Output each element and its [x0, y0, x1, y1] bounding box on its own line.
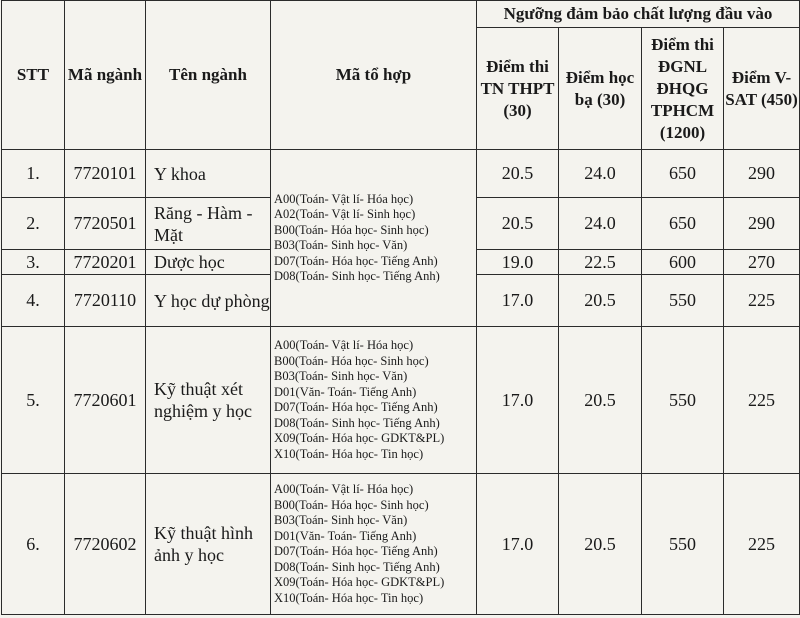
row-stt: 2. — [2, 198, 65, 250]
header-vsat: Điểm V-SAT (450) — [724, 28, 800, 150]
row-hocba: 22.5 — [559, 250, 642, 275]
combo-item: B00(Toán- Hóa học- Sinh học) — [274, 497, 429, 512]
row-vsat: 290 — [724, 150, 800, 198]
row-dgnl: 550 — [642, 327, 724, 474]
table-row — [2, 150, 800, 198]
combo-item: A00(Toán- Vật lí- Hóa học) — [274, 191, 414, 206]
header-stt: STT — [2, 1, 65, 150]
row-thpt: 20.5 — [477, 198, 559, 250]
admission-threshold-table — [1, 0, 800, 615]
combo-item: B00(Toán- Hóa học- Sinh học) — [274, 222, 429, 237]
row-name: Y khoa — [146, 150, 271, 198]
row-stt: 6. — [2, 474, 65, 615]
combo-item: X09(Toán- Hóa học- GDKT&PL) — [274, 431, 445, 445]
row-thpt: 20.5 — [477, 150, 559, 198]
combo-item: B03(Toán- Sinh học- Văn) — [274, 369, 408, 383]
combo-item: A02(Toán- Vật lí- Sinh học) — [274, 207, 416, 221]
combo-item: D08(Toán- Sinh học- Tiếng Anh) — [274, 269, 440, 283]
row-dgnl: 600 — [642, 250, 724, 275]
combo-item: D08(Toán- Sinh học- Tiếng Anh) — [274, 559, 440, 574]
row-name: Y học dự phòng — [146, 275, 271, 327]
row-hocba: 24.0 — [559, 150, 642, 198]
combo-item: D07(Toán- Hóa học- Tiếng Anh) — [274, 400, 438, 414]
row-stt: 5. — [2, 327, 65, 474]
row-hocba: 20.5 — [559, 275, 642, 327]
row-thpt: 17.0 — [477, 474, 559, 615]
combo-item: D01(Văn- Toán- Tiếng Anh) — [274, 528, 417, 543]
row-hocba: 20.5 — [559, 474, 642, 615]
combo-item: X09(Toán- Hóa học- GDKT&PL) — [274, 575, 445, 589]
combo-item: B03(Toán- Sinh học- Văn) — [274, 238, 408, 252]
row-vsat: 290 — [724, 198, 800, 250]
row-code: 7720602 — [65, 474, 146, 615]
combo-item: X10(Toán- Hóa học- Tin học) — [274, 590, 424, 605]
combo-list-row6 — [271, 474, 477, 615]
combo-item: B03(Toán- Sinh học- Văn) — [274, 513, 408, 527]
table-row — [2, 327, 800, 474]
table-row — [2, 474, 800, 615]
header-ma-nganh: Mã ngành — [65, 1, 146, 150]
row-code: 7720501 — [65, 198, 146, 250]
row-hocba: 20.5 — [559, 327, 642, 474]
row-stt: 3. — [2, 250, 65, 275]
row-dgnl: 550 — [642, 275, 724, 327]
row-vsat: 225 — [724, 327, 800, 474]
row-name: Dược học — [146, 250, 271, 275]
row-dgnl: 650 — [642, 198, 724, 250]
row-code: 7720101 — [65, 150, 146, 198]
row-name: Răng - Hàm - Mặt — [146, 198, 271, 250]
header-dgnl: Điểm thi ĐGNL ĐHQG TPHCM (1200) — [642, 28, 724, 150]
header-thpt: Điểm thi TN THPT (30) — [477, 28, 559, 150]
row-dgnl: 650 — [642, 150, 724, 198]
row-name: Kỹ thuật hình ảnh y học — [146, 474, 271, 615]
combo-item: D08(Toán- Sinh học- Tiếng Anh) — [274, 415, 440, 430]
combo-list-row5 — [271, 327, 477, 474]
header-hocba: Điểm học bạ (30) — [559, 28, 642, 150]
header-ma-to-hop: Mã tổ hợp — [271, 1, 477, 150]
header-group-title: Ngưỡng đảm bảo chất lượng đầu vào — [477, 1, 800, 28]
row-code: 7720201 — [65, 250, 146, 275]
combo-list-group1 — [271, 150, 477, 327]
row-vsat: 225 — [724, 275, 800, 327]
combo-item: X10(Toán- Hóa học- Tin học) — [274, 446, 424, 461]
combo-item: D07(Toán- Hóa học- Tiếng Anh) — [274, 253, 438, 268]
row-vsat: 225 — [724, 474, 800, 615]
combo-item: D07(Toán- Hóa học- Tiếng Anh) — [274, 544, 438, 558]
row-hocba: 24.0 — [559, 198, 642, 250]
row-vsat: 270 — [724, 250, 800, 275]
row-name: Kỹ thuật xét nghiệm y học — [146, 327, 271, 474]
row-dgnl: 550 — [642, 474, 724, 615]
row-thpt: 17.0 — [477, 275, 559, 327]
combo-item: A00(Toán- Vật lí- Hóa học) — [274, 338, 414, 352]
row-thpt: 17.0 — [477, 327, 559, 474]
combo-item: D01(Văn- Toán- Tiếng Anh) — [274, 384, 417, 399]
header-ten-nganh: Tên ngành — [146, 1, 271, 150]
combo-item: B00(Toán- Hóa học- Sinh học) — [274, 353, 429, 368]
row-stt: 4. — [2, 275, 65, 327]
combo-item: A00(Toán- Vật lí- Hóa học) — [274, 482, 414, 496]
row-stt: 1. — [2, 150, 65, 198]
row-code: 7720601 — [65, 327, 146, 474]
row-thpt: 19.0 — [477, 250, 559, 275]
row-code: 7720110 — [65, 275, 146, 327]
